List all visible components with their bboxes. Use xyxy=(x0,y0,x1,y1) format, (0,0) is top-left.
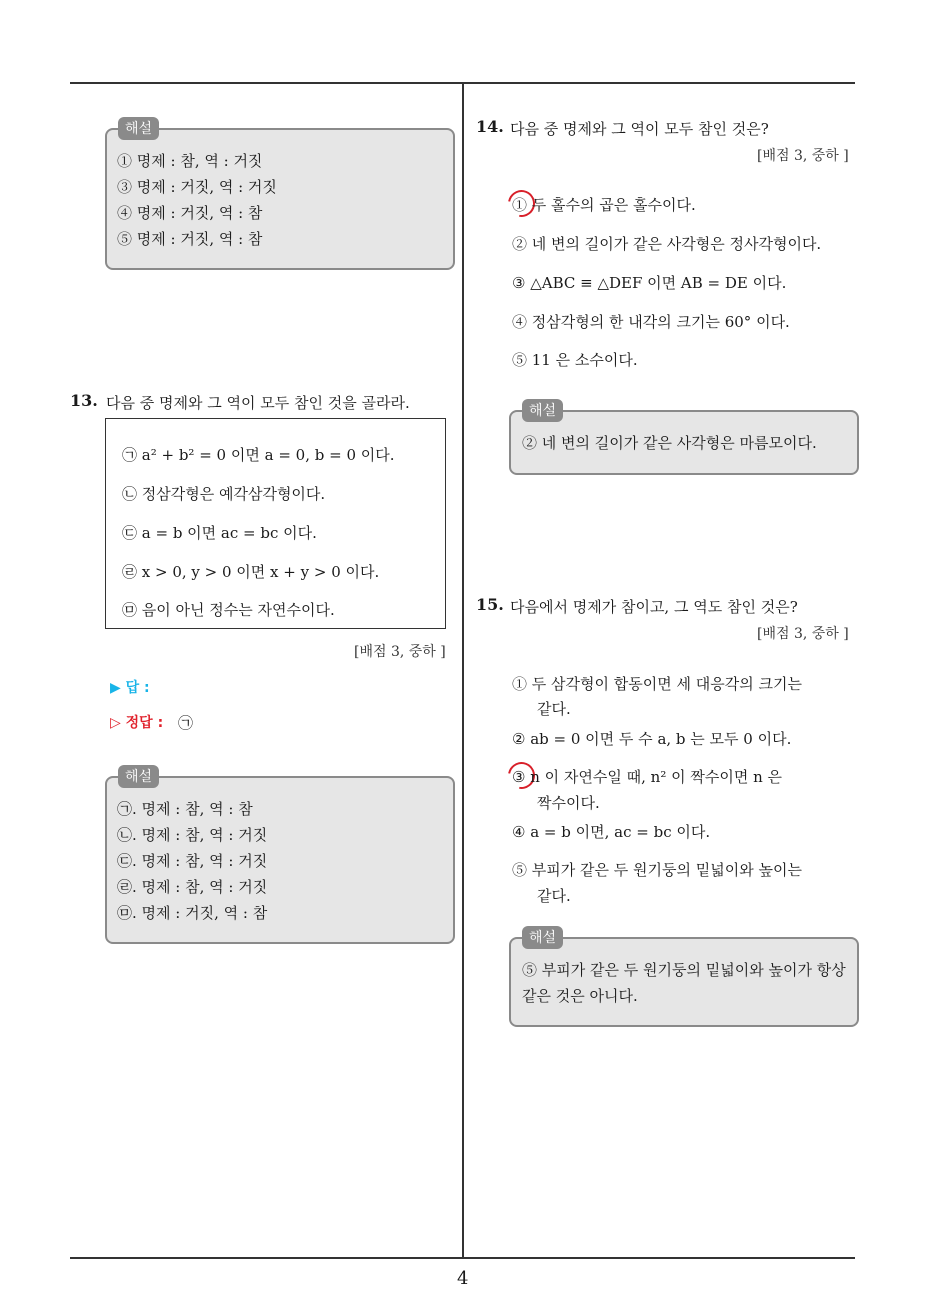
solution-tag: 해설 xyxy=(522,399,563,422)
statement-item: ㉡ 정삼각형은 예각삼각형이다. xyxy=(122,485,326,503)
solution-line: ㉤. 명제 : 거짓, 역 : 참 xyxy=(117,904,268,922)
statement-item: ㉢ a = b 이면 ac = bc 이다. xyxy=(122,524,317,542)
question-text: 다음에서 명제가 참이고, 그 역도 참인 것은? xyxy=(510,598,798,616)
option-3[interactable]: ③ n 이 자연수일 때, n² 이 짝수이면 n 은 xyxy=(512,768,783,786)
correct-answer-label: ▷ 정답 : xyxy=(110,715,164,731)
score-label: [배점 3, 중하 ] xyxy=(757,148,849,164)
correct-answer-value: ㉠ xyxy=(178,714,194,732)
solution-tag: 해설 xyxy=(118,765,159,788)
solution-box-q15 xyxy=(509,937,859,1027)
solution-tag: 해설 xyxy=(118,117,159,140)
solution-line: ① 명제 : 참, 역 : 거짓 xyxy=(117,152,263,170)
solution-line: ㉣. 명제 : 참, 역 : 거짓 xyxy=(117,878,268,896)
option-4[interactable]: ④ 정삼각형의 한 내각의 크기는 60° 이다. xyxy=(512,313,790,331)
statement-item: ㉤ 음이 아닌 정수는 자연수이다. xyxy=(122,601,335,619)
option-5-continued: 같다. xyxy=(537,887,571,905)
solution-line: ② 네 변의 길이가 같은 사각형은 마름모이다. xyxy=(522,434,817,452)
question-number: 15. xyxy=(476,595,504,614)
solution-line: ㉢. 명제 : 참, 역 : 거짓 xyxy=(117,852,268,870)
page-number: 4 xyxy=(457,1268,469,1289)
option-1[interactable]: ① 두 홀수의 곱은 홀수이다. xyxy=(512,196,696,214)
answer-label: ▶ 답 : xyxy=(110,680,150,696)
question-text: 다음 중 명제와 그 역이 모두 참인 것을 골라라. xyxy=(106,394,410,412)
bottom-rule xyxy=(70,1257,855,1259)
option-4[interactable]: ④ a = b 이면, ac = bc 이다. xyxy=(512,823,711,841)
option-5[interactable]: ⑤ 11 은 소수이다. xyxy=(512,351,638,369)
solution-line: ⑤ 부피가 같은 두 원기둥의 밑넓이와 높이가 항상 xyxy=(522,961,846,979)
option-2[interactable]: ② 네 변의 길이가 같은 사각형은 정사각형이다. xyxy=(512,235,822,253)
solution-line: ㉡. 명제 : 참, 역 : 거짓 xyxy=(117,826,268,844)
solution-tag: 해설 xyxy=(522,926,563,949)
statement-item: ㉠ a² + b² = 0 이면 a = 0, b = 0 이다. xyxy=(122,446,395,464)
solution-line: ④ 명제 : 거짓, 역 : 참 xyxy=(117,204,263,222)
solution-line: ③ 명제 : 거짓, 역 : 거짓 xyxy=(117,178,277,196)
option-5[interactable]: ⑤ 부피가 같은 두 원기둥의 밑넓이와 높이는 xyxy=(512,861,802,879)
solution-line: ㉠. 명제 : 참, 역 : 참 xyxy=(117,800,253,818)
option-3[interactable]: ③ △ABC ≡ △DEF 이면 AB = DE 이다. xyxy=(512,274,787,292)
score-label: [배점 3, 중하 ] xyxy=(757,626,849,642)
score-label: [배점 3, 중하 ] xyxy=(354,644,446,660)
option-2[interactable]: ② ab = 0 이면 두 수 a, b 는 모두 0 이다. xyxy=(512,730,792,748)
solution-line: ⑤ 명제 : 거짓, 역 : 참 xyxy=(117,230,263,248)
option-1[interactable]: ① 두 삼각형이 합동이면 세 대응각의 크기는 xyxy=(512,675,802,693)
statement-item: ㉣ x > 0, y > 0 이면 x + y > 0 이다. xyxy=(122,563,380,581)
option-1-continued: 같다. xyxy=(537,700,571,718)
solution-line: 같은 것은 아니다. xyxy=(522,987,638,1005)
question-number: 13. xyxy=(70,391,98,410)
column-divider xyxy=(462,82,464,1258)
question-text: 다음 중 명제와 그 역이 모두 참인 것은? xyxy=(510,120,769,138)
question-number: 14. xyxy=(476,117,504,136)
option-3-continued: 짝수이다. xyxy=(537,794,600,812)
